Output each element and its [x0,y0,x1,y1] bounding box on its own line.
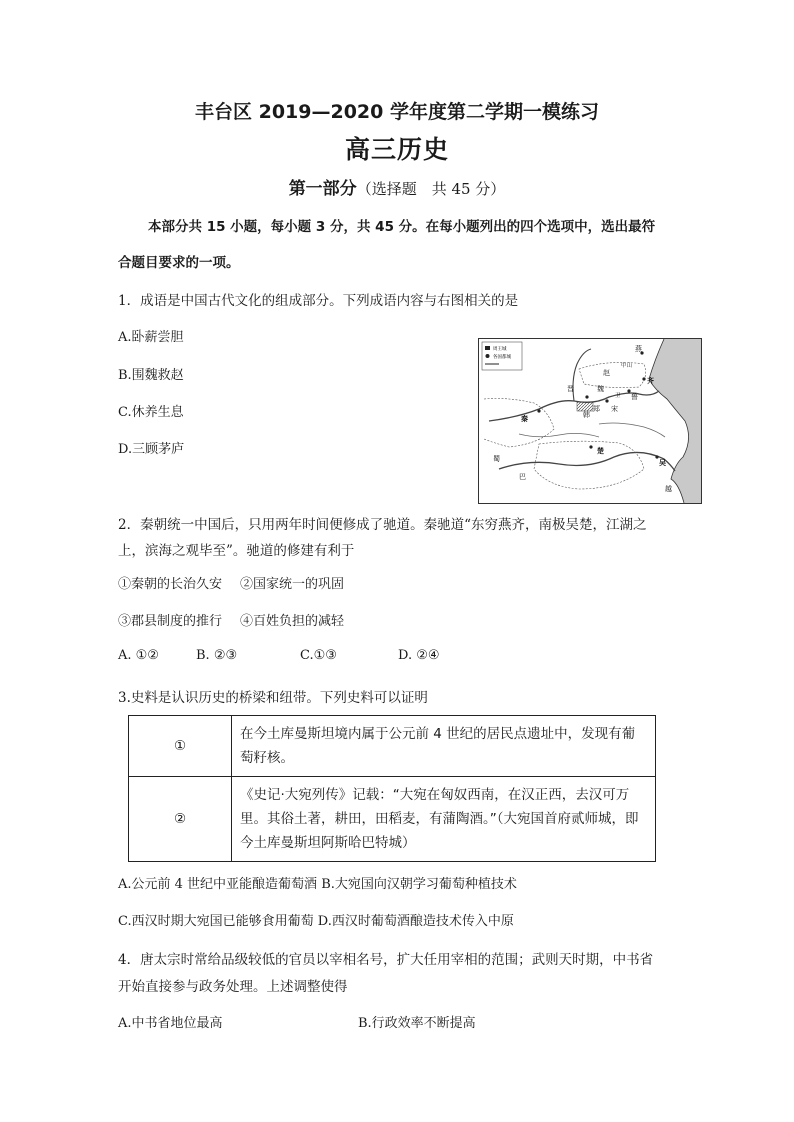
map-graphic [479,339,701,503]
map-label-wu: 吴 [659,459,666,467]
map-label-ba: 巴 [519,473,526,481]
map-label-wei: 魏 [597,385,604,393]
q4-stem-line1: 4．唐太宗时常给品级较低的官员以宰相名号，扩大任用宰相的范围；武则天时期，中书省 [118,952,654,968]
warring-states-map [478,338,702,504]
legend-label-city: 各国都城 [493,355,511,360]
q2-items-line1 [118,573,344,592]
q1-option-d: D.三顾茅庐 [118,442,185,457]
border-yan-zhao [579,362,646,387]
sea-area [649,339,701,503]
q2-option-d: D. ②④ [398,648,440,663]
q3-options-line2: C.西汉时期大宛国已能够食用葡萄 D.西汉时葡萄酒酿造技术传入中原 [118,914,514,929]
q2-item-1: ①秦朝的长治久安 [118,577,223,592]
huai-river [599,423,665,437]
map-label-chu: 楚 [597,447,604,455]
map-label-qi: 齐 [647,377,654,385]
part-heading [0,174,794,199]
q1-option-b: B.围魏救赵 [118,368,184,383]
city-han [585,395,588,398]
instructions-line1: 本部分共 15 小题，每小题 3 分，共 45 分。在每小题列出的四个选项中，选出最符 [148,219,656,235]
map-label-han: 韩 [583,411,590,419]
q2-items-line2 [118,610,344,629]
q2-option-a: A. ①② [118,648,159,663]
q1-option-c: C.休养生息 [118,405,184,420]
q4-stem-line2: 开始直接参与政务处理。上述调整使得 [118,979,348,995]
border-qin [484,399,554,448]
legend-label-capital: 周王城 [493,347,507,352]
map-label-lu: 鲁 [631,393,638,401]
yangtze-river [499,452,675,471]
city-qi [642,377,645,380]
city-qin [537,409,540,412]
map-label-zhongshan: 中山 [621,363,633,369]
q3-row2-text: 《史记·大宛列传》记载：“大宛在匈奴西南，在汉正西，去汉可万里。其俗土著，耕田，田稻麦，有蒲陶酒。”（大宛国首府贰师城，即今土库曼斯坦阿斯哈巴特城） [232,777,656,862]
q2-option-b: B. ②③ [196,648,238,663]
map-label-zhao: 赵 [603,369,610,377]
map-label-yue: 越 [665,485,672,493]
map-label-zheng: 郑 [593,405,600,413]
map-label-jin: 晋 [567,385,574,393]
map-label-qin: 秦 [521,415,528,423]
q1-stem: 1．成语是中国古代文化的组成部分。下列成语内容与右图相关的是 [118,293,519,309]
q3-row1-num: ① [129,716,232,777]
legend-capital-marker [485,346,490,350]
subject-title: 高三历史 [344,135,449,164]
map-label-shu: 蜀 [493,455,500,463]
city-chu [589,445,592,448]
map-label-song: 宋 [611,405,618,413]
q3-source-table [128,715,656,862]
exam-title: 丰台区 2019—2020 学年度第二学期一模练习 [195,101,599,123]
q2-item-2: ②国家统一的巩固 [240,577,345,592]
q1-option-a: A.卧薪尝胆 [118,330,184,345]
river-bend [573,349,591,401]
table-row [129,716,656,777]
q4-option-a: A.中书省地位最高 [118,1016,223,1031]
q3-row1-text: 在今土库曼斯坦境内属于公元前 4 世纪的居民点遗址中，发现有葡萄籽核。 [232,716,656,777]
han-river [519,433,599,437]
map-label-yan: 燕 [635,345,642,353]
q2-option-c: C.①③ [300,648,337,663]
q2-item-4: ④百姓负担的减轻 [240,614,345,629]
part-note: （选择题 共 45 分） [356,180,506,198]
q4-option-b: B.行政效率不断提高 [358,1016,476,1031]
q3-stem: 3.史料是认识历史的桥梁和纽带。下列史料可以证明 [118,690,428,706]
city-song [605,399,608,402]
part-name: 第一部分 [288,179,357,199]
q2-stem-line1: 2．秦朝统一中国后，只用两年时间便修成了驰道。秦驰道“东穷燕齐，南极吴楚，江湖之 [118,517,647,533]
map-label-wei-state: 卫 [615,393,621,399]
legend-city-marker [486,354,490,358]
q2-item-3: ③郡县制度的推行 [118,614,223,629]
q3-options-line1: A.公元前 4 世纪中亚能酿造葡萄酒 B.大宛国向汉朝学习葡萄种植技术 [118,877,517,892]
q3-row2-num: ② [129,777,232,862]
q2-stem-line2: 上，滨海之观毕至”。驰道的修建有利于 [118,543,355,559]
table-row [129,777,656,862]
instructions-line2: 合题目要求的一项。 [118,255,240,271]
zhou-capital-region [577,402,593,411]
